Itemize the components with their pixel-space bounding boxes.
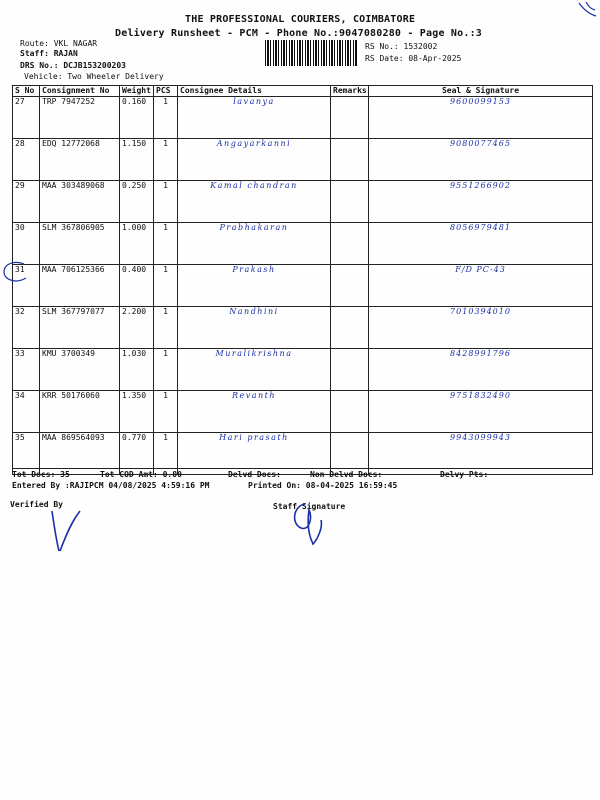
row-sno: 32 (13, 307, 40, 349)
runsheet-table (12, 85, 593, 475)
col-sno: S No (13, 86, 40, 97)
staff-signature-mark (283, 498, 333, 548)
row-consignee-handwritten: lavanya (178, 97, 331, 139)
row-consignment-no: MAA 869564093 (40, 433, 120, 475)
col-pcs: PCS (154, 86, 178, 97)
staff-signature-label: Staff Signature (273, 502, 346, 511)
row-remarks (331, 181, 369, 223)
row-consignee-handwritten: Prakash (178, 265, 331, 307)
route-value: VKL NAGAR (53, 39, 98, 48)
col-consignee: Consignee Details (178, 86, 331, 97)
runsheet-subtitle: Delivery Runsheet - PCM - Phone No.:9047080280 - Page No.:3 (115, 28, 483, 39)
row-weight: 0.250 (120, 181, 154, 223)
row-sno: 31 (13, 265, 40, 307)
table-header-row (13, 86, 593, 97)
row-consignee-handwritten: Hari prasath (178, 433, 331, 475)
row-consignment-no: KMU 3700349 (40, 349, 120, 391)
row-consignment-no: TRP 7947252 (40, 97, 120, 139)
row-pcs: 1 (154, 223, 178, 265)
row-pcs: 1 (154, 349, 178, 391)
company-title: THE PROFESSIONAL COURIERS, COIMBATORE (185, 14, 416, 25)
entered-by: Entered By :RAJIPCM 04/08/2025 4:59:16 PM (12, 481, 210, 490)
row-seal-signature-handwritten: 9080077465 (369, 139, 593, 181)
row-remarks (331, 139, 369, 181)
row-sno: 29 (13, 181, 40, 223)
row-remarks (331, 349, 369, 391)
row-sno: 27 (13, 97, 40, 139)
rs-no-label: RS No.: (365, 42, 399, 51)
row-remarks (331, 223, 369, 265)
rs-no-value: 1532002 (403, 42, 438, 51)
rs-date-label: RS Date: (365, 54, 404, 63)
vehicle-value: Two Wheeler Delivery (67, 72, 164, 81)
row-weight: 0.400 (120, 265, 154, 307)
tot-cod: Tot COD Amt: 0.00 (100, 470, 182, 479)
rs-no-line (365, 42, 437, 51)
row-pcs: 1 (154, 265, 178, 307)
row-consignment-no: KRR 50176060 (40, 391, 120, 433)
row-sno: 30 (13, 223, 40, 265)
drs-line (20, 61, 126, 70)
verifier-signature (38, 505, 88, 555)
route-line (20, 39, 97, 48)
barcode (265, 40, 357, 66)
table-row (13, 139, 593, 181)
drs-label: DRS No.: (20, 61, 59, 70)
col-seal: Seal & Signature (369, 86, 593, 97)
row-consignee-handwritten: Nandhini (178, 307, 331, 349)
row-sno: 28 (13, 139, 40, 181)
drs-value: DCJB153200203 (63, 61, 126, 70)
row-weight: 0.160 (120, 97, 154, 139)
staff-value: RAJAN (53, 49, 78, 58)
staff-label: Staff: (20, 49, 49, 58)
row-weight: 2.200 (120, 307, 154, 349)
row-weight: 1.000 (120, 223, 154, 265)
rs-date-value: 08-Apr-2025 (408, 54, 462, 63)
row-remarks (331, 307, 369, 349)
row-pcs: 1 (154, 97, 178, 139)
row-consignee-handwritten: Revanth (178, 391, 331, 433)
row-seal-signature-handwritten: 9600099153 (369, 97, 593, 139)
row-pcs: 1 (154, 307, 178, 349)
row-remarks (331, 265, 369, 307)
route-label: Route: (20, 39, 49, 48)
row-seal-signature-handwritten: 9551266902 (369, 181, 593, 223)
row-sno: 35 (13, 433, 40, 475)
row-weight: 0.770 (120, 433, 154, 475)
table-row (13, 265, 593, 307)
row-seal-signature-handwritten: F/D PC-43 (369, 265, 593, 307)
table-row (13, 181, 593, 223)
vehicle-label: Vehicle: (24, 72, 63, 81)
row-seal-signature-handwritten: 7010394010 (369, 307, 593, 349)
table-row (13, 349, 593, 391)
row-consignment-no: MAA 303489068 (40, 181, 120, 223)
row-seal-signature-handwritten: 8056979481 (369, 223, 593, 265)
row-consignee-handwritten: Muralikrishna (178, 349, 331, 391)
tot-docs: Tot Docs: 35 (12, 470, 70, 479)
row-weight: 1.030 (120, 349, 154, 391)
table-row (13, 223, 593, 265)
footer-rule-top (12, 468, 592, 469)
row-sno: 34 (13, 391, 40, 433)
rs-date-line (365, 54, 461, 63)
row-pcs: 1 (154, 391, 178, 433)
table-row (13, 97, 593, 139)
row-consignment-no: MAA 706125366 (40, 265, 120, 307)
delvy-pts: Delvy Pts: (440, 470, 489, 479)
delvd-docs: Delvd Docs: (228, 470, 281, 479)
staff-line (20, 49, 78, 58)
row-pcs: 1 (154, 181, 178, 223)
row-weight: 1.150 (120, 139, 154, 181)
col-weight: Weight (120, 86, 154, 97)
row-weight: 1.350 (120, 391, 154, 433)
row-consignee-handwritten: Kamal chandran (178, 181, 331, 223)
table-row (13, 391, 593, 433)
non-delvd-docs: Non Delvd Docs: (310, 470, 383, 479)
row-consignee-handwritten: Angayarkanni (178, 139, 331, 181)
col-remarks: Remarks (331, 86, 369, 97)
page-number-scribble (576, 0, 598, 18)
row-sno: 33 (13, 349, 40, 391)
row-consignee-handwritten: Prabhakaran (178, 223, 331, 265)
col-consignment: Consignment No (40, 86, 120, 97)
row-31-circle-mark (0, 258, 28, 286)
printed-on: Printed On: 08-04-2025 16:59:45 (248, 481, 398, 490)
row-seal-signature-handwritten: 9751832490 (369, 391, 593, 433)
row-consignment-no: EDQ 12772068 (40, 139, 120, 181)
verified-by-label: Verified By (10, 500, 63, 509)
row-remarks (331, 391, 369, 433)
row-seal-signature-handwritten: 9943099943 (369, 433, 593, 475)
row-seal-signature-handwritten: 8428991796 (369, 349, 593, 391)
row-pcs: 1 (154, 139, 178, 181)
row-consignment-no: SLM 367806905 (40, 223, 120, 265)
table-row (13, 307, 593, 349)
row-consignment-no: SLM 367797077 (40, 307, 120, 349)
vehicle-line (24, 72, 164, 81)
row-pcs: 1 (154, 433, 178, 475)
row-remarks (331, 97, 369, 139)
